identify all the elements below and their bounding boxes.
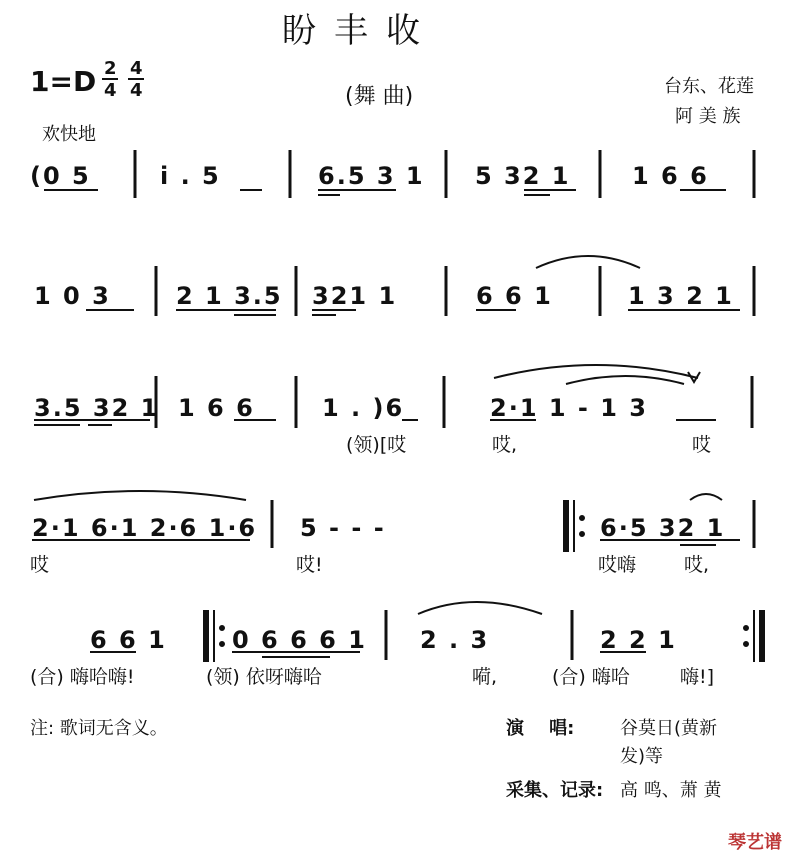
measure-r5-1: 6 6 1 (90, 626, 167, 654)
svg-text:4: 4 (130, 80, 143, 101)
subtitle: (舞 曲) (345, 84, 414, 109)
lyric-r4-2: 哎! (296, 554, 323, 576)
measure-r3-1: 3.5 32 1 (34, 394, 160, 422)
collector-value: 高 鸣、萧 黄 (620, 780, 722, 801)
lyric-r4-3: 哎嗨 (598, 554, 637, 576)
lyric-r5-5: 嗨!] (680, 666, 715, 688)
lyric-r3-2: 哎, (492, 434, 518, 456)
measure-r2-5: 1 3 2 1 (628, 282, 734, 310)
lyric-r4-4: 哎, (684, 554, 710, 576)
measure-r3-2: 1 6 6 (178, 394, 255, 422)
watermark-logo: 琴艺谱 (728, 832, 782, 853)
measure-r4-2: 5 - - - (300, 514, 386, 542)
key-signature: 1=D (30, 65, 97, 98)
lyric-r5-2: (领) 依呀嗨哈 (206, 666, 322, 688)
svg-text:2: 2 (104, 58, 117, 79)
measure-r3-4: 2·1 1 - 1 3 (490, 394, 648, 422)
measure-r1-1: (0 5 (30, 162, 91, 190)
footnote: 注: 歌词无含义。 (30, 718, 168, 739)
lyric-r5-4: (合) 嗨哈 (552, 666, 630, 688)
measure-r2-1: 1 0 3 (34, 282, 111, 310)
lyric-r5-3: 嗬, (472, 666, 498, 688)
collector-label: 采集、记录: (506, 780, 604, 801)
measure-r2-4: 6 6 1 (476, 282, 553, 310)
origin-line-1: 台东、花莲 (664, 76, 754, 97)
origin-line-2: 阿 美 族 (675, 106, 741, 127)
time-signature-glyphs (102, 58, 144, 101)
svg-text:4: 4 (130, 58, 143, 79)
measure-r5-4: 2 2 1 (600, 626, 677, 654)
measure-r1-2: i . 5 (160, 162, 221, 190)
measure-r5-3: 2 . 3 (420, 626, 490, 654)
tempo-marking: 欢快地 (42, 124, 96, 145)
measure-r1-3: 6.5 3 1 (318, 162, 425, 190)
singer-value: 谷莫日(黄新 (620, 718, 718, 739)
measure-r3-3: 1 . )6 (322, 394, 405, 422)
measure-r4-3: 6·5 32 1 (600, 514, 726, 542)
measure-r5-2: 0 6 6 6 1 (232, 626, 367, 654)
measure-r4-1: 2·1 6·1 2·6 1·6 (32, 514, 258, 542)
song-title: 盼丰收 (282, 11, 438, 51)
lyric-r3-3: 哎 (692, 434, 712, 456)
measure-r1-4: 5 32 1 (475, 162, 571, 190)
singer-value-cont: 发)等 (620, 746, 664, 767)
lyric-r4-1: 哎 (30, 554, 50, 576)
lyric-r3-1: (领)[哎 (346, 434, 407, 456)
singer-label: 演 唱: (506, 718, 575, 739)
measure-r2-3: 321 1 (312, 282, 398, 310)
svg-text:4: 4 (104, 80, 117, 101)
measure-r2-2: 2 1 3.5 (176, 282, 283, 310)
measure-r1-5: 1 6 6 (632, 162, 709, 190)
lyric-r5-1: (合) 嗨哈嗨! (30, 666, 135, 688)
